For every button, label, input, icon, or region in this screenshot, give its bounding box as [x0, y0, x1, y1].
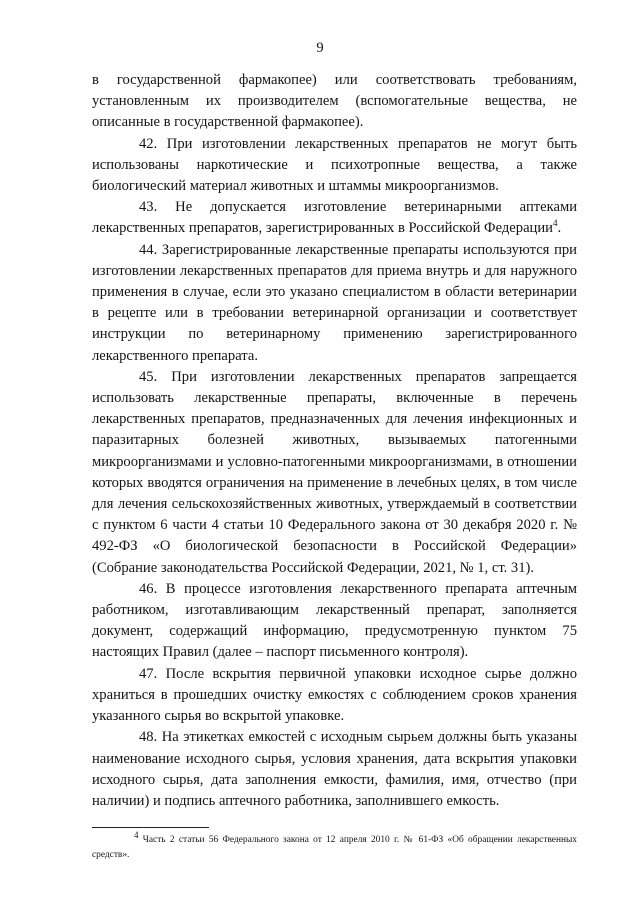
paragraph-continuation: в государственной фармакопее) или соответствовать требованиям, установленным их производителем (вспомогательные вещества, не описанные в государственной фармакопее).	[92, 72, 577, 131]
paragraph-48: 48. На этикетках емкостей с исходным сырьем должны быть указаны наименование исходного сырья, условия хранения, дата вскрытия упаковки исходного сырья, дата заполнения емкости, фамилия, имя, отчество (при наличии) и подпись аптечного работника, заполнившего емкость.	[92, 729, 577, 809]
paragraph-45: 45. При изготовлении лекарственных препаратов запрещается использовать лекарственные препараты, включенные в перечень лекарственных препаратов, предназначенных для лечения инфекционных и паразитарных болезней животных, вызываемых патогенными микроорганизмами и условно-патогенными микроорганизмами, в отношении которых вводятся ограничения на применение в лечебных целях, в том числе для лечения сельскохозяйственных животных, утверждаемый в соответствии с пунктом 6 части 4 статьи 10 Федерального закона от 30 декабря 2020 г. № 492-ФЗ «О биологической безопасности в Российской Федерации» (Собрание законодательства Российской Федерации, 2021, № 1, ст. 31).	[92, 368, 577, 576]
paragraph-43	[92, 197, 577, 239]
footnote-marker: 4	[134, 829, 139, 840]
paragraph-43-end: .	[557, 220, 562, 237]
document-body	[92, 70, 577, 812]
paragraph-47: 47. После вскрытия первичной упаковки исходное сырье должно храниться в прошедших очистку емкостях с соблюдением сроков хранения указанного сырья во вскрытой упаковке.	[92, 665, 577, 725]
paragraph-42: 42. При изготовлении лекарственных препаратов не могут быть использованы наркотические и психотропные вещества, а также биологический материал животных и штаммы микроорганизмов.	[92, 135, 577, 195]
footnote-reference[interactable]: 4	[552, 218, 558, 229]
footnote-separator	[92, 827, 209, 828]
paragraph-44: 44. Зарегистрированные лекарственные препараты используются при изготовлении лекарственных препаратов для приема внутрь и для наружного применения в случае, если это указано специалистом в области ветеринарии в рецепте или в требовании ветеринарной организации и соответствует инструкции по ветеринарному применению зарегистрированного лекарственного препарата.	[92, 241, 577, 364]
paragraph-43-text: 43. Не допускается изготовление ветеринарными аптеками лекарственных препаратов, зарегистрированных в Российской Федерации	[92, 199, 577, 237]
paragraph-46: 46. В процессе изготовления лекарственного препарата аптечным работником, изготавливающим лекарственный препарат, заполняется документ, содержащий информацию, предусмотренную пунктом 75 настоящих Правил (далее – паспорт письменного контроля).	[92, 580, 577, 661]
footnote-text: Часть 2 статьи 56 Федерального закона от 12 апреля 2010 г. № 61-ФЗ «Об обращении лекарственных средств».	[92, 835, 577, 860]
page-number: 9	[316, 40, 324, 56]
footnote	[92, 829, 577, 863]
